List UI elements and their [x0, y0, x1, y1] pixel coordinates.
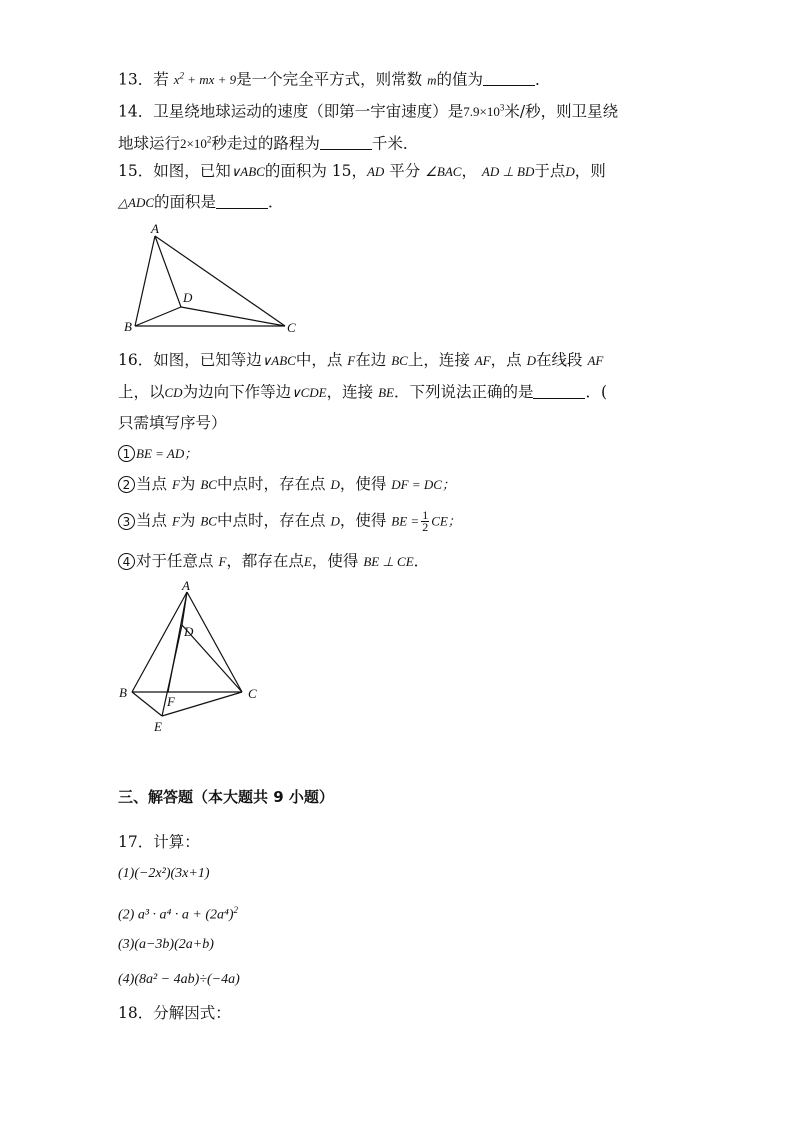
point-label-d: D [183, 290, 193, 305]
question-number: 14． [118, 102, 154, 121]
option-number: 3 [118, 513, 135, 530]
option-3: 3 当点 F为 BC中点时，存在点 D，使得 BE = $\frac{1}{2}$ CE； [118, 510, 461, 533]
point-label-f: F [167, 694, 175, 709]
question-15-line-1: 15．如图，已知∨ABC的面积为 15，AD 平分 ∠BAC， AD ⊥ BD于点D，则 [118, 162, 606, 180]
answer-blank[interactable] [216, 192, 268, 209]
answer-blank[interactable] [320, 133, 372, 150]
question-number: 18． [118, 1004, 154, 1022]
question-18: 18．分解因式： [118, 1004, 231, 1022]
speed-value: $7.9\times 10^3$ [463, 103, 505, 120]
question-number: 15． [118, 162, 154, 180]
q17-part-3: (3)(a−3b)(2a+b) [118, 937, 214, 952]
point-label-c: C [287, 320, 296, 335]
point-label-d: D [184, 624, 194, 639]
option-2: 2 当点 F为 BC中点时，存在点 D，使得 DF = DC； [118, 474, 455, 495]
q17-part-4: (4)(8a² − 4ab)÷(−4a) [118, 972, 240, 987]
triangle-figure-q15 [118, 220, 308, 340]
option-number: 1 [118, 445, 135, 462]
section-heading: 三、解答题（本大题共 9 小题） [118, 788, 334, 806]
q17-part-1: (1)(−2x²)(3x+1) [118, 866, 210, 881]
point-label-e: E [154, 719, 162, 734]
triangle-figure-q16 [112, 580, 272, 740]
answer-blank[interactable] [533, 382, 585, 399]
time-value: $2\times 10^2$ [180, 135, 212, 152]
point-label-b: B [119, 685, 127, 700]
question-number: 16． [118, 351, 154, 369]
point-label-a: A [151, 221, 159, 236]
question-16-line-3: 只需填写序号） [118, 414, 227, 432]
expression: $x^2$ + mx + 9 [173, 71, 237, 88]
option-1: 1 BE = AD； [118, 443, 197, 464]
question-14-line-2: 地球运行$2\times 10^2$秒走过的路程为 千米． [118, 134, 419, 153]
question-13: 13．若 $x^2$ + mx + 9是一个完全平方式，则常数 m的值为 ． [118, 70, 551, 89]
fraction-one-half: $\frac{1}{2}$ [422, 508, 429, 534]
question-number: 13． [118, 70, 154, 89]
question-16-line-1: 16．如图，已知等边∨ABC中，点 F在边 BC上，连接 AF，点 D在线段 AF [118, 351, 604, 369]
point-label-a: A [182, 580, 190, 593]
q17-part-2: (2) $a^3 \cdot a^4 \cdot a + (2a^4)^2$ [118, 905, 239, 923]
answer-blank[interactable] [483, 69, 535, 86]
question-15-line-2: △ADC的面积是 ． [118, 193, 284, 211]
point-label-c: C [248, 686, 257, 701]
option-4: 4 对于任意点 F，都存在点E，使得 BE ⊥ CE． [118, 551, 429, 572]
option-number: 4 [118, 553, 135, 570]
question-16-line-2: 上，以CD为边向下作等边∨CDE，连接 BE．下列说法正确的是 ．( [118, 383, 608, 401]
option-number: 2 [118, 476, 135, 493]
question-number: 17． [118, 833, 154, 851]
point-label-b: B [124, 319, 132, 334]
question-17: 17．计算： [118, 833, 200, 851]
question-14-line-1: 14．卫星绕地球运动的速度（即第一宇宙速度）是$7.9\times 10^3$米/秒，则卫星绕 [118, 102, 619, 121]
